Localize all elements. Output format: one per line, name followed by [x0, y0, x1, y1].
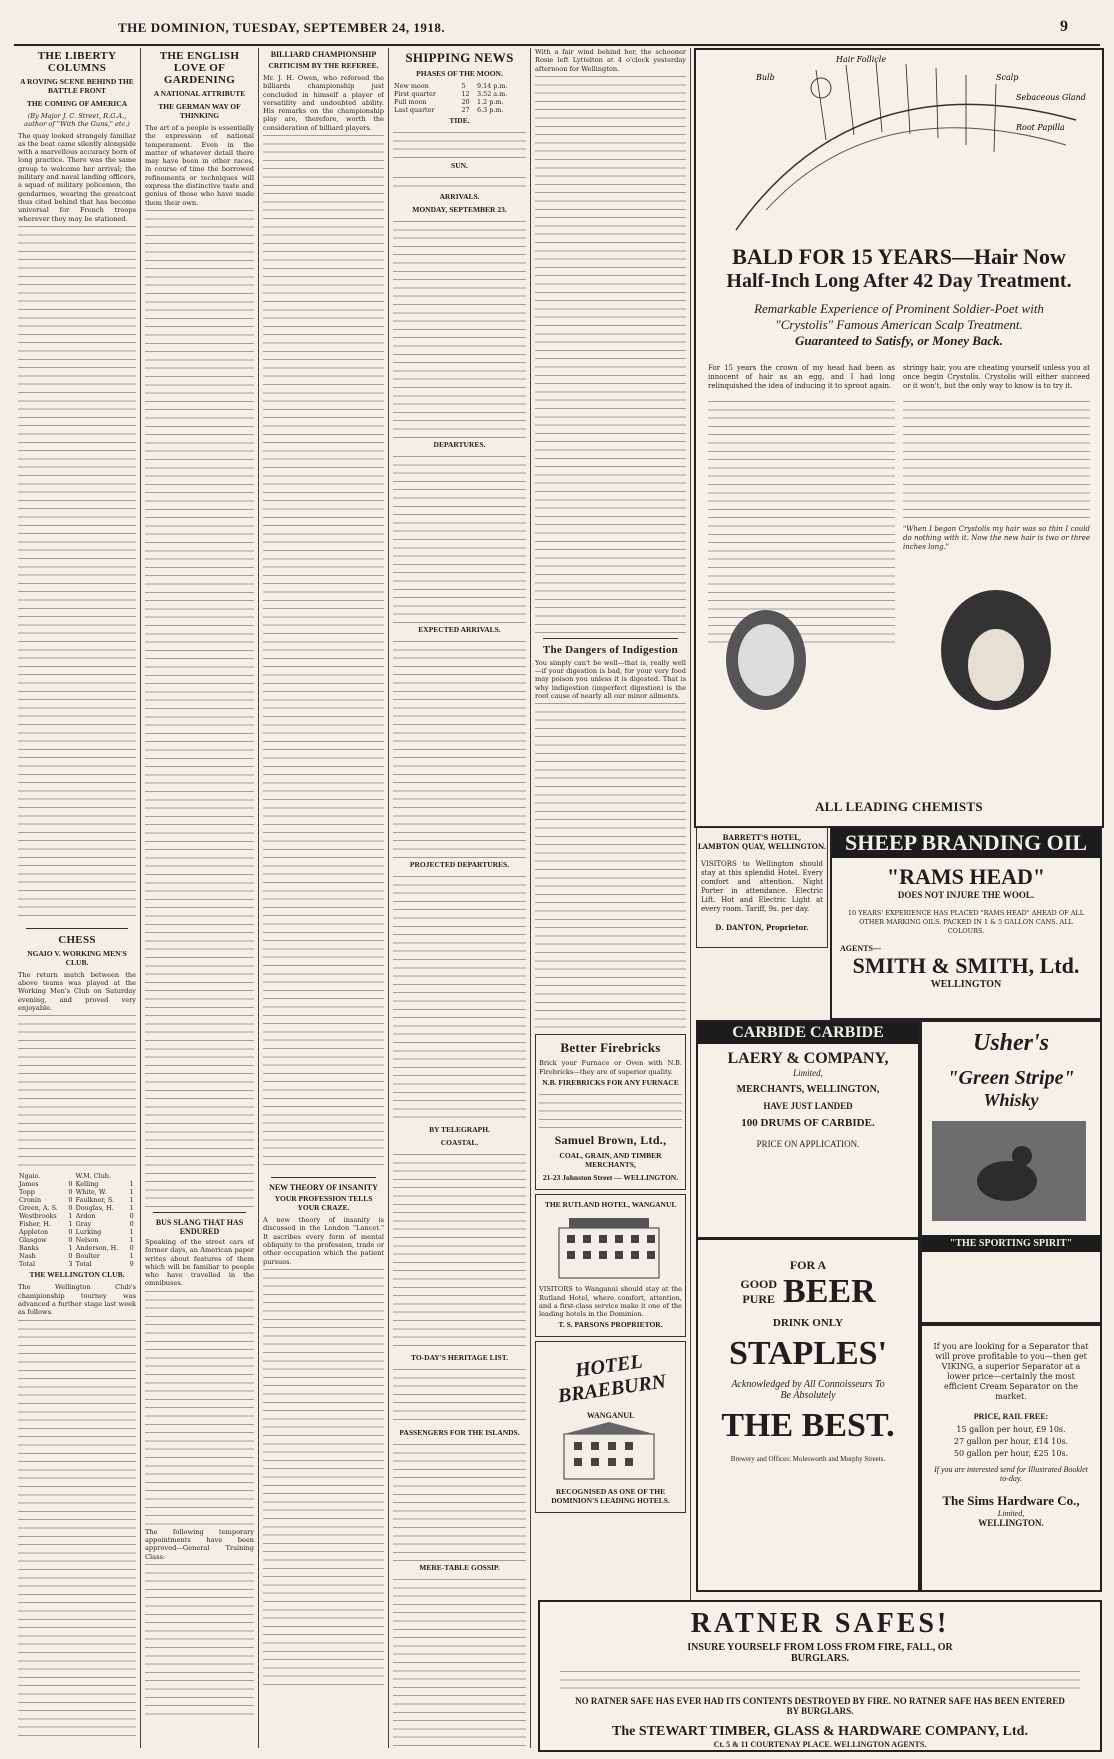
expected-heading: EXPECTED ARRIVALS. — [418, 625, 501, 634]
moon-row: Full moon 20 1.2 p.m. — [394, 98, 504, 106]
text-filler — [263, 1266, 384, 1686]
table-row: Appleton 0 Lurking 1 — [19, 1228, 134, 1237]
article-subtitle: YOUR PROFESSION TELLS YOUR CRAZE. — [274, 1194, 373, 1213]
hotel-illustration — [539, 1213, 682, 1283]
price-row: 27 gallon per hour, £14 10s. — [953, 1437, 1069, 1446]
chess-results-table: Ngaio. W.M. Club. James 0 Kelling 1 Topp 0 White, W. 1 Cronin 0 Faulkner, S. 1 Green, A. S. 0 Douglas, H. 1 Westbrooks 1 Ardon 0 Fisher, H. 1 Gray 0 Appleton 0 Lurking 1 Glasgow 0 Nelson 1 Banks 1 Anderson, H. 0 Nash 0 Boulter 1 Total 3 Total 9 — [18, 1172, 136, 1268]
price-row: 50 gallon per hour, £25 10s. — [953, 1449, 1069, 1458]
club-text: The Wellington Club's championship tourney was advanced a further stage last week as follows. — [18, 1283, 136, 1317]
indigestion-title: The Dangers of Indigestion — [542, 643, 679, 656]
hair-ad-sub-3: Guaranteed to Satisfy, or Money Back. — [795, 333, 1003, 348]
text-filler — [535, 73, 686, 633]
column-rule — [530, 48, 531, 1748]
barretts-hotel-ad: BARRETT'S HOTEL, LAMBTON QUAY, WELLINGTON. VISITORS to Wellington should stay at this splendid Hotel. Every comfort and attention. Night Porter in attendance. Electric Lift. Hot and Electric Light at every room. Tariff, 9s. per day. D. DANTON, Proprietor. — [696, 826, 828, 948]
text-filler — [18, 1012, 136, 1172]
table-row: James 0 Kelling 1 — [19, 1180, 134, 1189]
svg-text:Scalp: Scalp — [996, 73, 1019, 82]
article-title: THE ENGLISH LOVE OF GARDENING — [159, 50, 240, 86]
text-filler — [535, 700, 686, 1030]
svg-text:Bulb: Bulb — [756, 73, 775, 82]
svg-text:Sebaceous Gland: Sebaceous Gland — [1016, 93, 1086, 102]
article-text: Speaking of the street cars of former days, an American paper writes about features of them which will be familiar to people who have travelled in the omnibuses. — [145, 1237, 254, 1288]
price-row: 15 gallon per hour, £9 10s. — [956, 1425, 1066, 1434]
article-subtitle: CRITICISM BY THE REFEREE. — [268, 61, 379, 70]
column-rule — [140, 48, 141, 1748]
text-filler — [393, 1576, 526, 1748]
hair-ad-sub-1: Remarkable Experience of Prominent Soldier-Poet with — [754, 301, 1044, 316]
moon-heading: PHASES OF THE MOON. — [416, 69, 503, 78]
table-row: Cronin 0 Faulkner, S. 1 — [19, 1196, 134, 1205]
article-text: The quay looked strangely familiar as the boat came silently alongside with a marvellous accuracy born of long practice. There was the same group to welcome her arrival; the military and naval landing officers, a squad of military policemen, the gendarmes, wearing the greatcoat thus cited behind that has become universal for French troops wherever they may be stationed. — [18, 131, 136, 223]
crystolis-hair-ad — [694, 48, 1104, 828]
sporting-illustration — [922, 1111, 1096, 1231]
article-title: BUS SLANG THAT HAS ENDURED — [155, 1217, 244, 1236]
staples-beer-ad: FOR A GOOD PURE BEER DRINK ONLY STAPLES' Acknowledged by All Connoisseurs To Be Absolutely THE BEST. Brewery and Offices: Molesworth and Murphy Streets. — [696, 1238, 920, 1592]
text-filler — [145, 1288, 254, 1528]
article-byline: (By Major J. C. Street, R.G.A., author of "With the Guns," etc.) — [24, 112, 130, 129]
table-row: Banks 1 Anderson, H. 0 — [19, 1244, 134, 1253]
chess-subtitle: NGAIO V. WORKING MEN'S CLUB. — [27, 948, 127, 967]
hair-follicle-diagram — [696, 50, 1102, 240]
masthead-rule — [14, 44, 1100, 46]
whisky-ad: Usher's "Green Stripe" Whisky "THE SPORTING SPIRIT" — [920, 1020, 1102, 1324]
hair-ad-sub-2: "Crystolis" Famous American Scalp Treatment. — [775, 317, 1023, 332]
hair-ad-headline-1: BALD FOR 15 YEARS—Hair Now — [732, 244, 1066, 269]
column-shipping — [393, 48, 526, 1748]
hair-ad-text: For 15 years the crown of my head had been as innocent of hair as an egg, and I had long relinquished the idea of inducing it to sprout again. — [708, 364, 895, 390]
article-text: The art of a people is essentially the expression of national temperament. Even in the matter of whatever detail there may have been in other races, in course of time the borrowed refinements or techniques will express the distinctive taste and genius of those who have made them their own. — [145, 124, 254, 207]
table-row: Westbrooks 1 Ardon 0 — [19, 1212, 134, 1221]
text-filler — [393, 873, 526, 1123]
column-rule — [388, 48, 389, 1748]
text-filler — [393, 638, 526, 858]
article-title: SHIPPING NEWS — [405, 50, 514, 65]
article-title: THE LIBERTY COLUMNS — [37, 50, 117, 74]
hair-ad-quote: "When I began Crystolis my hair was so thin I could do nothing with it. Now the new hair is two or three inches long." — [903, 525, 1090, 551]
table-row: Fisher, H. 1 Gray 0 — [19, 1220, 134, 1229]
arrivals-heading: ARRIVALS. — [439, 192, 480, 201]
moon-row: Last quarter 27 6.3 p.m. — [394, 106, 504, 114]
article-subtitle: A NATIONAL ATTRIBUTE — [153, 89, 246, 98]
braeburn-illustration — [539, 1422, 682, 1482]
telegraph-heading: BY TELEGRAPH. — [429, 1125, 490, 1134]
moon-row: New moon 5 9.14 p.m. — [394, 82, 508, 90]
chess-title: CHESS — [58, 933, 96, 946]
moon-row: First quarter 12 3.52 a.m. — [394, 90, 508, 98]
table-row: Topp 0 White, W. 1 — [19, 1188, 134, 1197]
club-title: THE WELLINGTON CLUB. — [29, 1270, 125, 1280]
text-filler — [145, 207, 254, 1207]
tide-heading: TIDE. — [449, 116, 470, 125]
hair-ad-footer: ALL LEADING CHEMISTS — [815, 799, 983, 814]
hair-ad-headline-2: Half-Inch Long After 42 Day Treatment. — [726, 270, 1072, 292]
column-rule — [690, 48, 691, 1748]
text-filler — [393, 453, 526, 623]
rutland-hotel-ad: THE RUTLAND HOTEL, WANGANUI. VISITORS to Wanganui should stay at the Rutland Hotel, where comfort, attention, and a first-class service make it one of the leading hotels in the Dominion. T. S. PARSONS PROPRIETOR. — [535, 1194, 686, 1337]
table-row: Nash 0 Boulter 1 — [19, 1252, 134, 1261]
text-filler — [145, 1561, 254, 1721]
firebricks-ad: Better Firebricks Brick your Furnace or Oven with N.B. Firebricks—they are of superior quality. N.B. FIREBRICKS FOR ANY FURNACE Samuel Brown, Ltd., COAL, GRAIN, AND TIMBER MERCHANTS, 21-23 Johnston Street — WELLINGTON. — [535, 1034, 686, 1190]
text-filler — [263, 132, 384, 1172]
text-filler — [393, 218, 526, 438]
text-filler — [18, 223, 136, 923]
article-text: Mr. J. H. Owen, who refereed the billiards championship just concluded in himself a player of versatility and undoubted ability. His remarks on the championship play are, therefore, worth the consideration of billiard players. — [263, 74, 384, 132]
svg-text:Hair Follicle: Hair Follicle — [836, 55, 887, 64]
carbide-ad: CARBIDE CARBIDE LAERY & COMPANY, Limited, MERCHANTS, WELLINGTON, HAVE JUST LANDED 100 DRUMS OF CARBIDE. PRICE ON APPLICATION. — [696, 1020, 920, 1239]
article-title: BILLIARD CHAMPIONSHIP — [270, 50, 377, 59]
departures-heading: DEPARTURES. — [433, 440, 486, 449]
text-filler — [393, 1151, 526, 1351]
hair-portraits — [696, 590, 1102, 740]
text-filler — [393, 1366, 526, 1426]
column-misc — [535, 48, 686, 1748]
braeburn-hotel-ad: HOTEL BRAEBURN WANGANUI. RECOGNISED AS ONE OF THE DOMINION'S LEADING HOTELS. — [535, 1341, 686, 1512]
article-title: NEW THEORY OF INSANITY — [269, 1183, 378, 1193]
masthead-date: THE DOMINION, TUESDAY, SEPTEMBER 24, 1918. — [118, 20, 446, 35]
article-text: A new theory of insanity is discussed in the London "Lancet." It ascribes every form of mental obliquity to the profession, trade or other occupation which the patient pursues. — [263, 1216, 384, 1266]
indigestion-text: You simply can't be well—that is, really well—if your digestion is bad, for your very food may poison you unless it is digested. That is why indigestion (imperfect digestion) is the root cause of nearly all our minor ailments. — [535, 658, 686, 701]
coastal-heading: COASTAL. — [440, 1138, 479, 1147]
text-filler — [18, 1317, 136, 1737]
projected-heading: PROJECTED DEPARTURES. — [409, 860, 510, 869]
svg-text:Root Papilla: Root Papilla — [1016, 123, 1065, 132]
article-subtitle: THE GERMAN WAY OF THINKING — [158, 102, 241, 120]
viking-separator-ad: If you are looking for a Separator that will prove profitable to you—then get VIKING, a superior Separator at a lower price—certainly the most efficient Cream Separator on the market. PRICE, RAIL FREE: 15 gallon per hour, £9 10s. 27 gallon per hour, £14 10s. 50 gallon per hour, £25 10s. If you are interested send for Illustrated Booklet to-day. The Sims Hardware Co., Limited, WELLINGTON. — [920, 1324, 1102, 1592]
moon-table — [393, 82, 526, 114]
sheep-branding-oil-ad: SHEEP BRANDING OIL "RAMS HEAD" DOES NOT INJURE THE WOOL. 10 YEARS' EXPERIENCE HAS PLACED "RAMS HEAD" AHEAD OF ALL OTHER MARKING OILS. PACKED IN 1 & 5 GALLON CANS. ALL COLOURS. AGENTS— SMITH & SMITH, Ltd. WELLINGTON — [830, 826, 1102, 1020]
column-billiards — [263, 48, 384, 1748]
text-filler — [393, 174, 526, 190]
heritage-heading: TO-DAY'S HERITAGE LIST. — [410, 1353, 509, 1362]
article-subtitle: A ROVING SCENE BEHIND THE BATTLE FRONT — [20, 77, 134, 95]
mercantile-heading: MERE-TABLE GOSSIP. — [419, 1563, 500, 1572]
chess-text: The return match between the above teams was played at the Working Men's Club on Saturday evening, and proved very enjoyable. — [18, 970, 136, 1013]
sun-heading: SUN. — [451, 161, 468, 170]
column-gardening — [145, 48, 254, 1748]
article-subtitle: THE COMING OF AMERICA — [26, 99, 128, 108]
masthead — [0, 14, 1114, 40]
column-liberty — [18, 48, 136, 1748]
arrivals-date: MONDAY, SEPTEMBER 23. — [412, 205, 507, 214]
hair-ad-text-2: stringy hair, you are cheating yourself unless you at once begin Crystolis. Crystolis will either succeed or it won't, but the only way to know is to try it. — [903, 364, 1090, 390]
text-filler — [393, 129, 526, 159]
article-text: With a fair wind behind her, the schooner Rosie left Lyttelton at 4 o'clock yesterday afternoon for Wellington. — [535, 48, 686, 73]
page-number: 9 — [1060, 18, 1068, 35]
table-row: Glasgow 0 Nelson 1 — [19, 1236, 134, 1245]
passengers-heading: PASSENGERS FOR THE ISLANDS. — [399, 1428, 520, 1437]
ratner-safes-ad: RATNER SAFES! INSURE YOURSELF FROM LOSS FROM FIRE, FALL, OR BURGLARS. NO RATNER SAFE HAS EVER HAD ITS CONTENTS DESTROYED BY FIRE. NO RATNER SAFE HAS BEEN ENTERED BY BURGLARS. The STEWART TIMBER, GLASS & HARDWARE COMPANY, Ltd. Ct. 5 & 11 COURTENAY PLACE. WELLINGTON AGENTS. — [538, 1600, 1102, 1752]
appointments-text: The following temporary appointments have been approved—General Training Class: — [145, 1527, 254, 1561]
table-row: Green, A. S. 0 Douglas, H. 1 — [19, 1204, 134, 1213]
column-rule — [258, 48, 259, 1748]
text-filler — [393, 1441, 526, 1561]
